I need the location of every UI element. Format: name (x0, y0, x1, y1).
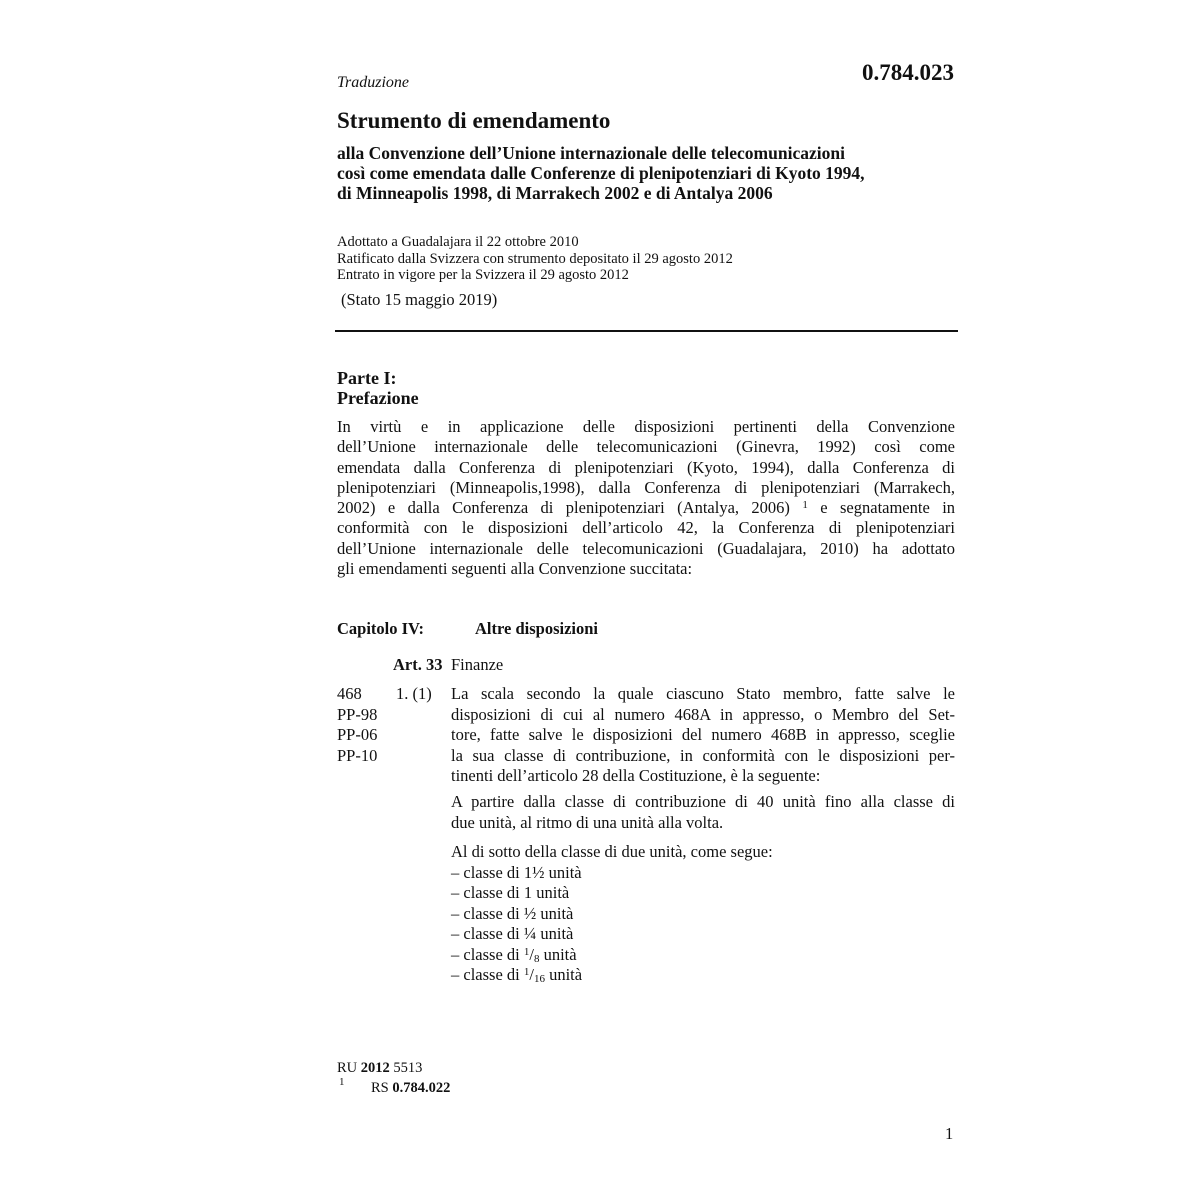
class-suffix: unità (536, 883, 570, 902)
class-value: 1½ (523, 862, 545, 882)
footnote-ref: 0.784.022 (392, 1080, 451, 1096)
class-prefix: – classe di (451, 924, 520, 943)
paragraph-line: A partire dalla classe di contribuzione di 40 unità fino alla classe di (451, 792, 955, 811)
paragraph-2 (451, 792, 955, 833)
paragraph-1 (451, 684, 955, 787)
footnote-mark: 1 (339, 1076, 345, 1088)
preface-line-text: 2002) e dalla Conferenza di plenipotenziari (Antalya, 2006) (337, 498, 790, 518)
paragraph-line: La scala secondo la quale ciascuno Stato membro, fatte salve le (451, 684, 955, 703)
paragraph-line: la sua classe di contribuzione, in conformità con le disposizioni per- (451, 745, 955, 765)
margin-number: PP-98 (337, 704, 378, 724)
ratified-date: Ratificato dalla Svizzera con strumento depositato il 29 agosto 2012 (337, 250, 733, 267)
class-suffix: unità (548, 862, 582, 882)
class-suffix: unità (540, 903, 574, 923)
margin-number: PP-10 (337, 745, 378, 765)
subtitle-line: alla Convenzione dell’Unione internazionale delle telecomunicazioni (337, 143, 845, 163)
preface-line: conformità con le disposizioni dell’articolo 42, la Conferenza di plenipotenziari (337, 518, 955, 538)
footnote-reference: 1 (802, 499, 808, 512)
fraction-numerator: 1 (523, 945, 530, 958)
paragraph-3 (451, 842, 955, 986)
preface-line: emendata dalla Conferenza di plenipotenziari (Kyoto, 1994), dalla Conferenza di (337, 457, 955, 477)
ru-reference (337, 1060, 422, 1077)
document-title: Strumento di emendamento (337, 108, 611, 133)
preface-line: dell’Unione internazionale delle telecomunicazioni (Ginevra, 1992) così come (337, 437, 955, 457)
class-prefix: – classe di (451, 965, 520, 984)
class-value: ¼ (523, 924, 537, 943)
class-item (451, 904, 955, 925)
fraction-denominator: 8 (533, 952, 540, 965)
preface-line: gli emendamenti seguenti alla Convenzione succitata: (337, 559, 693, 579)
subtitle-line: così come emendata dalle Conferenze di plenipotenziari di Kyoto 1994, (337, 163, 865, 183)
margin-numbers (337, 684, 377, 766)
subtitle-line: di Minneapolis 1998, di Marrakech 2002 e di Antalya 2006 (337, 183, 773, 203)
class-prefix: – classe di (451, 944, 520, 964)
class-item (451, 924, 955, 945)
class-item: – classe di $^1$/8 unità (451, 944, 577, 965)
margin-number: 468 (337, 684, 362, 703)
preface-line: dell’Unione internazionale delle telecomunicazioni (Guadalajara, 2010) ha adottato (337, 538, 955, 558)
document-subtitle (337, 143, 967, 203)
document-number: 0.784.023 (862, 60, 954, 85)
class-prefix: – classe di (451, 862, 520, 882)
page-number: 1 (945, 1124, 954, 1143)
class-item (451, 863, 955, 884)
preface-line-text: e segnatamente in (820, 498, 956, 518)
class-suffix: unità (549, 965, 583, 984)
footnote-prefix: RS (371, 1080, 389, 1096)
class-value: ½ (523, 903, 537, 923)
classes-intro: Al di sotto della classe di due unità, come segue: (451, 842, 773, 861)
status-date: (Stato 15 maggio 2019) (341, 290, 498, 309)
class-item (451, 883, 955, 904)
header-divider (335, 330, 958, 332)
ru-year: 2012 (360, 1060, 390, 1076)
translation-label: Traduzione (337, 74, 410, 91)
paragraph-line: tinenti dell’articolo 28 della Costituzione, è la seguente: (451, 766, 821, 785)
part-heading (337, 368, 419, 408)
preface-text (337, 417, 955, 579)
chapter-title: Altre disposizioni (475, 619, 599, 638)
class-item: – classe di $^1$/16 unità (451, 965, 583, 985)
class-suffix: unità (543, 944, 577, 964)
adopted-date: Adottato a Guadalajara il 22 ottobre 2010 (337, 234, 579, 250)
class-value: 1 (523, 883, 533, 902)
class-prefix: – classe di (451, 883, 520, 902)
preface-line: In virtù e in applicazione delle disposizioni pertinenti della Convenzione (337, 417, 955, 436)
paragraph-line: due unità, al ritmo di una unità alla volta. (451, 812, 724, 832)
adoption-metadata (337, 234, 733, 284)
fraction-denominator: 16 (533, 973, 545, 985)
part-name: Prefazione (337, 388, 419, 408)
preface-line (337, 498, 955, 518)
preface-line: plenipotenziari (Minneapolis,1998), dalla Conferenza di plenipotenziari (Marrakech, (337, 477, 955, 497)
article-title: Finanze (451, 655, 504, 674)
article-label: Art. 33 (393, 655, 443, 674)
class-suffix: unità (540, 924, 574, 943)
paragraph-number: 1. (1) (396, 684, 432, 703)
paragraph-line: tore, fatte salve le disposizioni del numero 468B in appresso, sceglie (451, 725, 955, 744)
footnote-text (371, 1080, 450, 1097)
in-force-date: Entrato in vigore per la Svizzera il 29 agosto 2012 (337, 267, 629, 283)
chapter-label: Capitolo IV: (337, 619, 424, 638)
paragraph-line: disposizioni di cui al numero 468A in appresso, o Membro del Set- (451, 704, 955, 724)
ru-page: 5513 (393, 1060, 423, 1076)
part-label: Parte I: (337, 368, 397, 388)
ru-prefix: RU (337, 1060, 358, 1076)
margin-number: PP-06 (337, 725, 378, 744)
fraction-numerator: 1 (523, 966, 530, 978)
class-prefix: – classe di (451, 903, 520, 923)
